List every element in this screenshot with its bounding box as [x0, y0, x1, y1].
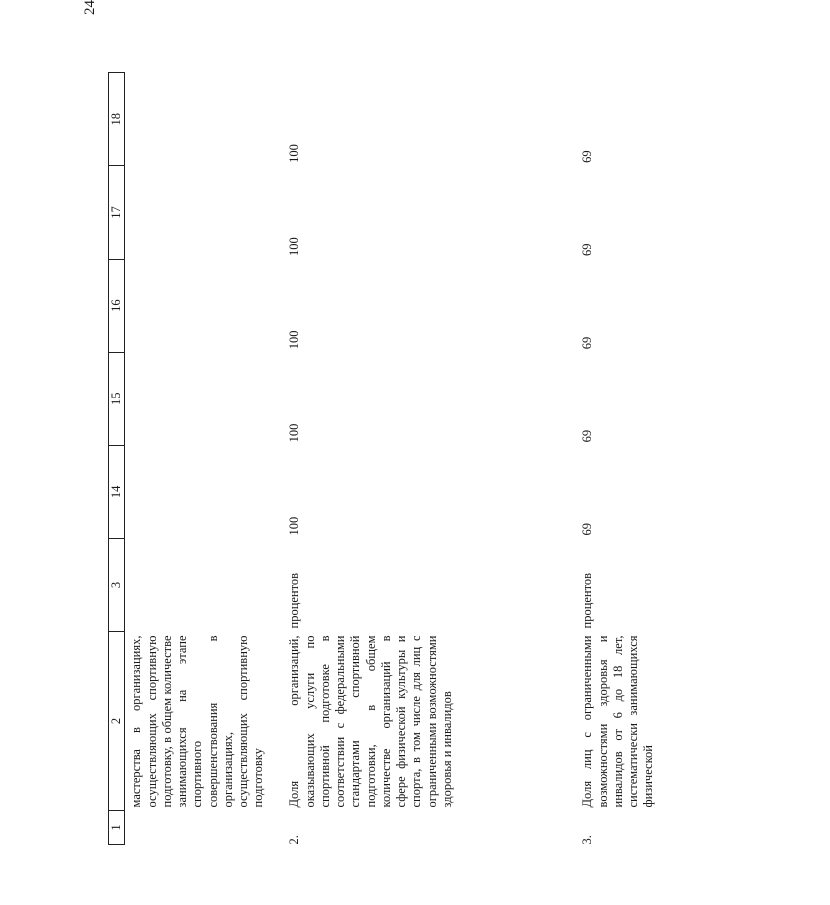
column-header: 3	[109, 539, 125, 632]
value-cell: 69	[580, 150, 595, 163]
value-cell: 100	[287, 330, 302, 350]
unit-cell	[125, 539, 280, 632]
value-cell: 100	[287, 237, 302, 257]
page-number: 24	[82, 0, 98, 15]
value-cell: 100	[287, 144, 302, 163]
value-cell: 69	[580, 429, 595, 443]
unit-cell: процентов	[287, 572, 302, 629]
value-cell	[125, 73, 280, 166]
column-header: 14	[109, 445, 125, 538]
indicators-table	[108, 72, 830, 845]
unit-cell: процентов	[580, 572, 595, 629]
indicator-name: Доля организаций, оказывающих услуги по спортивной подготовке в соответствии с федеральными стандартами спортивной подготовки, в общем количестве организаций в сфере физической культуры и спорта, в том числе для лиц с ограниченными возможностями здоровья и инвалидов	[287, 635, 454, 808]
indicator-name: мастерства в организациях, осуществляющих спортивную подготовку, в общем количестве занимающихся на этапе спортивного совершенствования в организациях, осуществляющих спортивную подготовку	[129, 635, 266, 808]
row-number: 2.	[287, 835, 302, 845]
table-row	[125, 73, 280, 845]
value-cell: 69	[580, 523, 595, 536]
column-number-row	[109, 73, 125, 845]
value-cell: 69	[580, 336, 595, 350]
row-number: 3.	[580, 835, 595, 845]
table-row	[279, 73, 572, 845]
table-row	[572, 73, 830, 845]
value-cell: 69	[580, 243, 595, 257]
column-header: 2	[109, 632, 125, 811]
value-cell: 100	[287, 516, 302, 536]
column-header: 17	[109, 166, 125, 259]
column-header: 1	[109, 811, 125, 845]
row-number	[125, 811, 280, 845]
value-cell	[125, 352, 280, 445]
indicator-name: Доля лиц с ограниченными возможностями здоровья и инвалидов от 6 до 18 лет, систематически занимающихся физической	[580, 635, 656, 808]
column-header: 15	[109, 352, 125, 445]
value-cell: 100	[287, 423, 302, 443]
value-cell	[125, 445, 280, 538]
indicators-table-container	[108, 80, 820, 845]
column-header: 16	[109, 259, 125, 352]
value-cell	[125, 259, 280, 352]
column-header: 18	[109, 73, 125, 166]
value-cell	[125, 166, 280, 259]
